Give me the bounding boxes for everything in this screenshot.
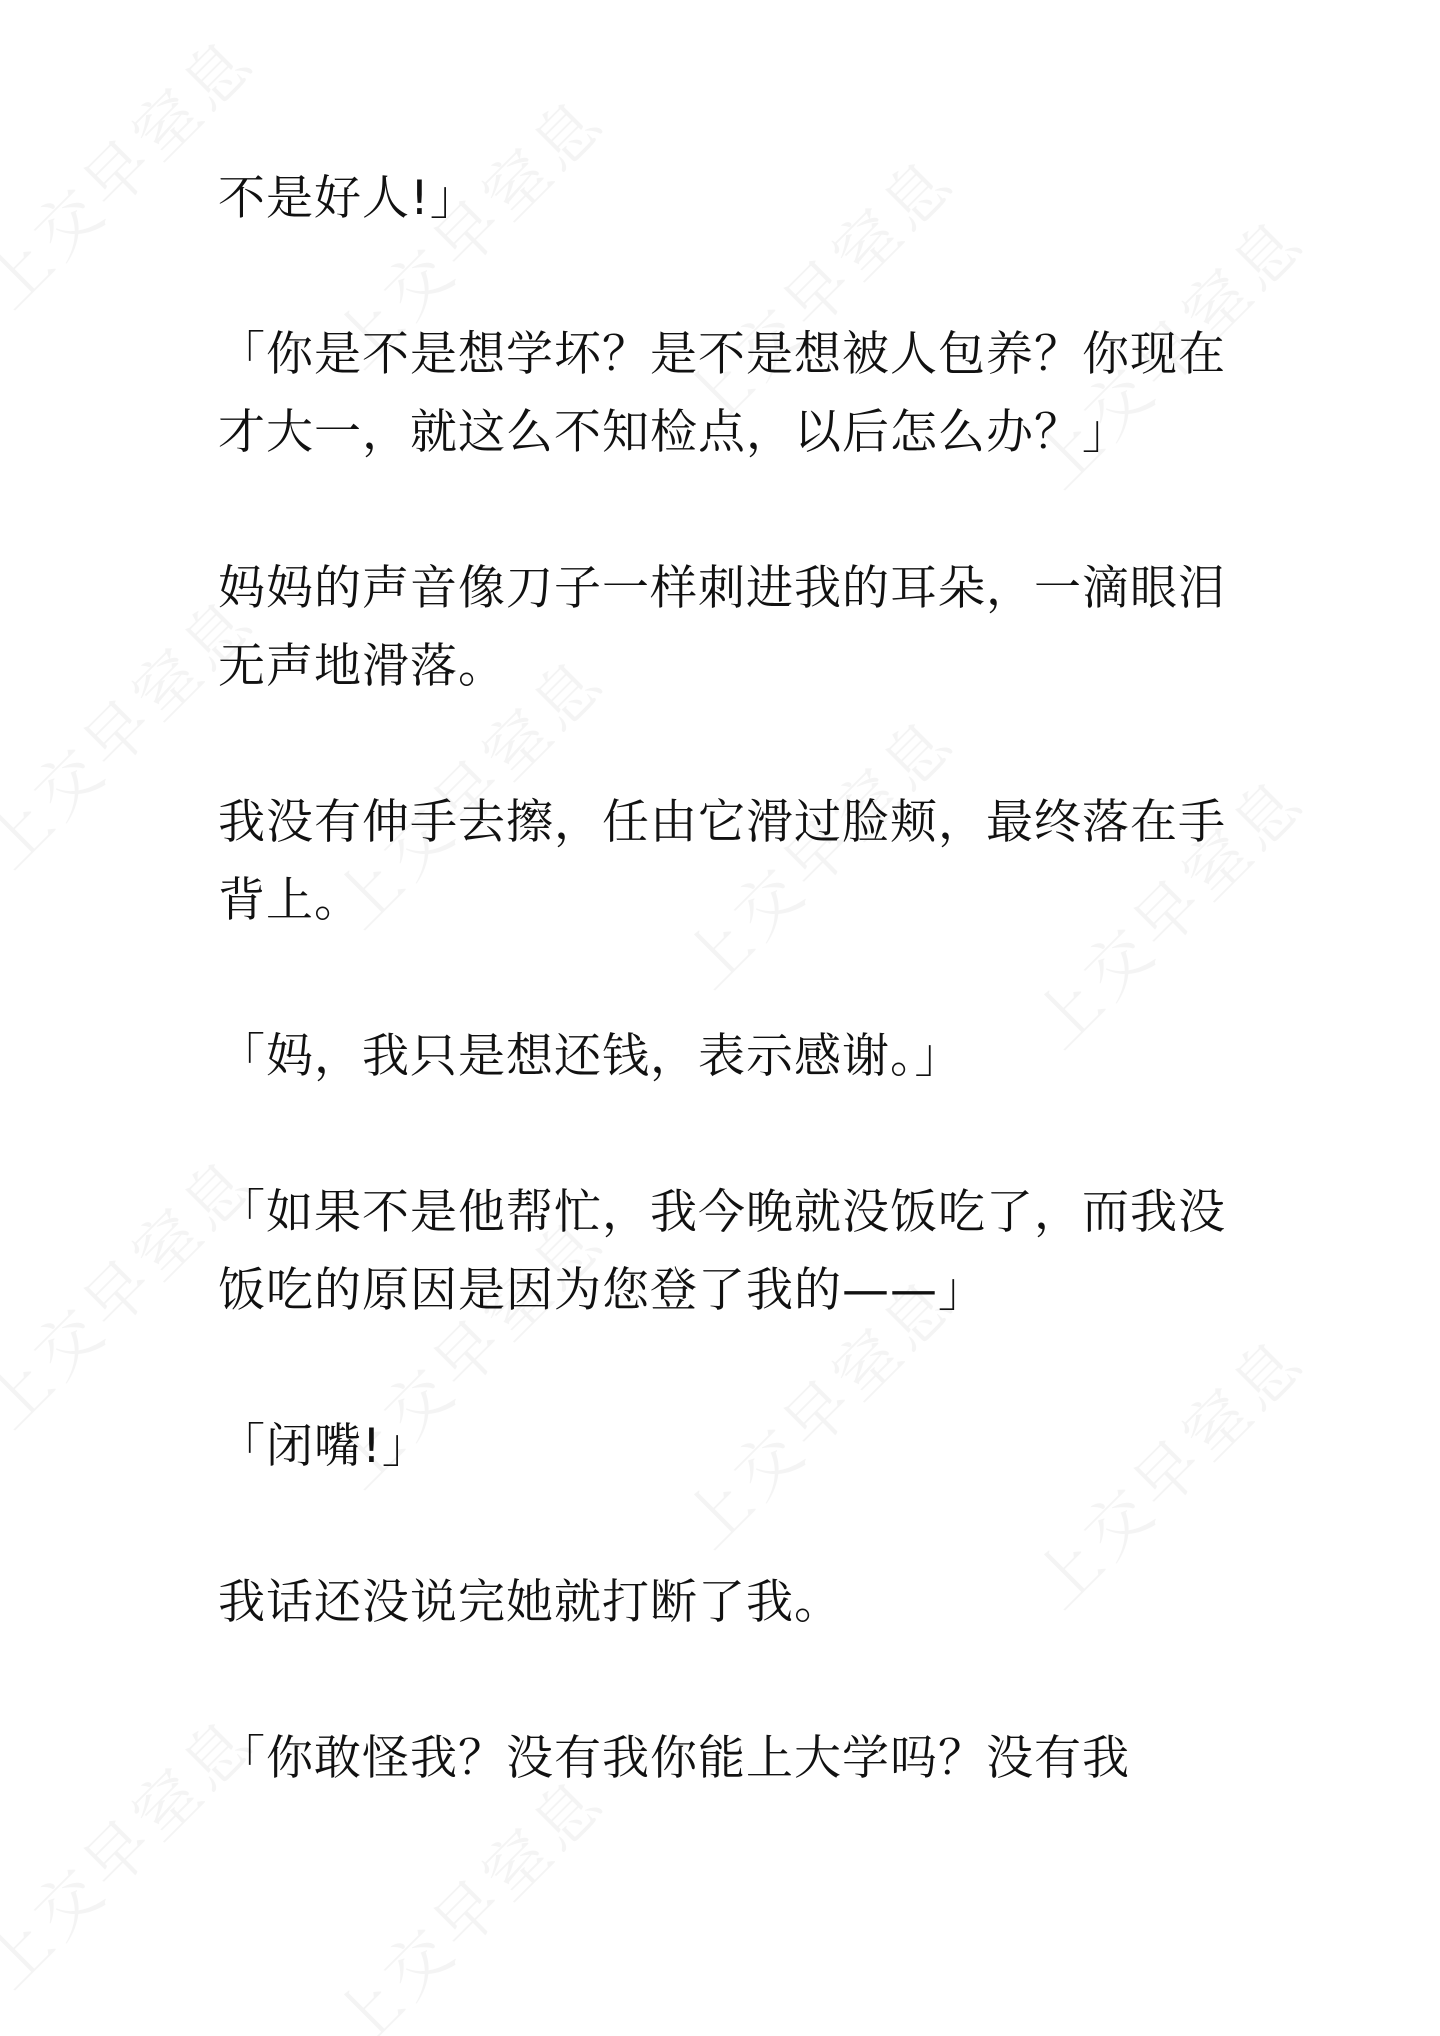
paragraph-2: 「你是不是想学坏？是不是想被人包养？你现在才大一，就这么不知检点，以后怎么办？」 <box>218 327 1226 460</box>
paragraph-9: 「你敢怪我？没有我你能上大学吗？没有我 <box>218 1731 1130 1786</box>
paragraph-4: 我没有伸手去擦，任由它滑过脸颊，最终落在手背上。 <box>218 795 1226 928</box>
paragraph-7: 「闭嘴!」 <box>218 1419 430 1474</box>
paragraph-8: 我话还没说完她就打断了我。 <box>218 1575 842 1630</box>
paragraph-1: 不是好人!」 <box>218 171 478 226</box>
article-body <box>218 160 1228 1876</box>
paragraph-6: 「如果不是他帮忙，我今晚就没饭吃了，而我没饭吃的原因是因为您登了我的——」 <box>218 1185 1226 1318</box>
paragraph-3: 妈妈的声音像刀子一样刺进我的耳朵，一滴眼泪无声地滑落。 <box>218 561 1226 694</box>
paragraph-5: 「妈，我只是想还钱，表示感谢。」 <box>218 1029 963 1084</box>
